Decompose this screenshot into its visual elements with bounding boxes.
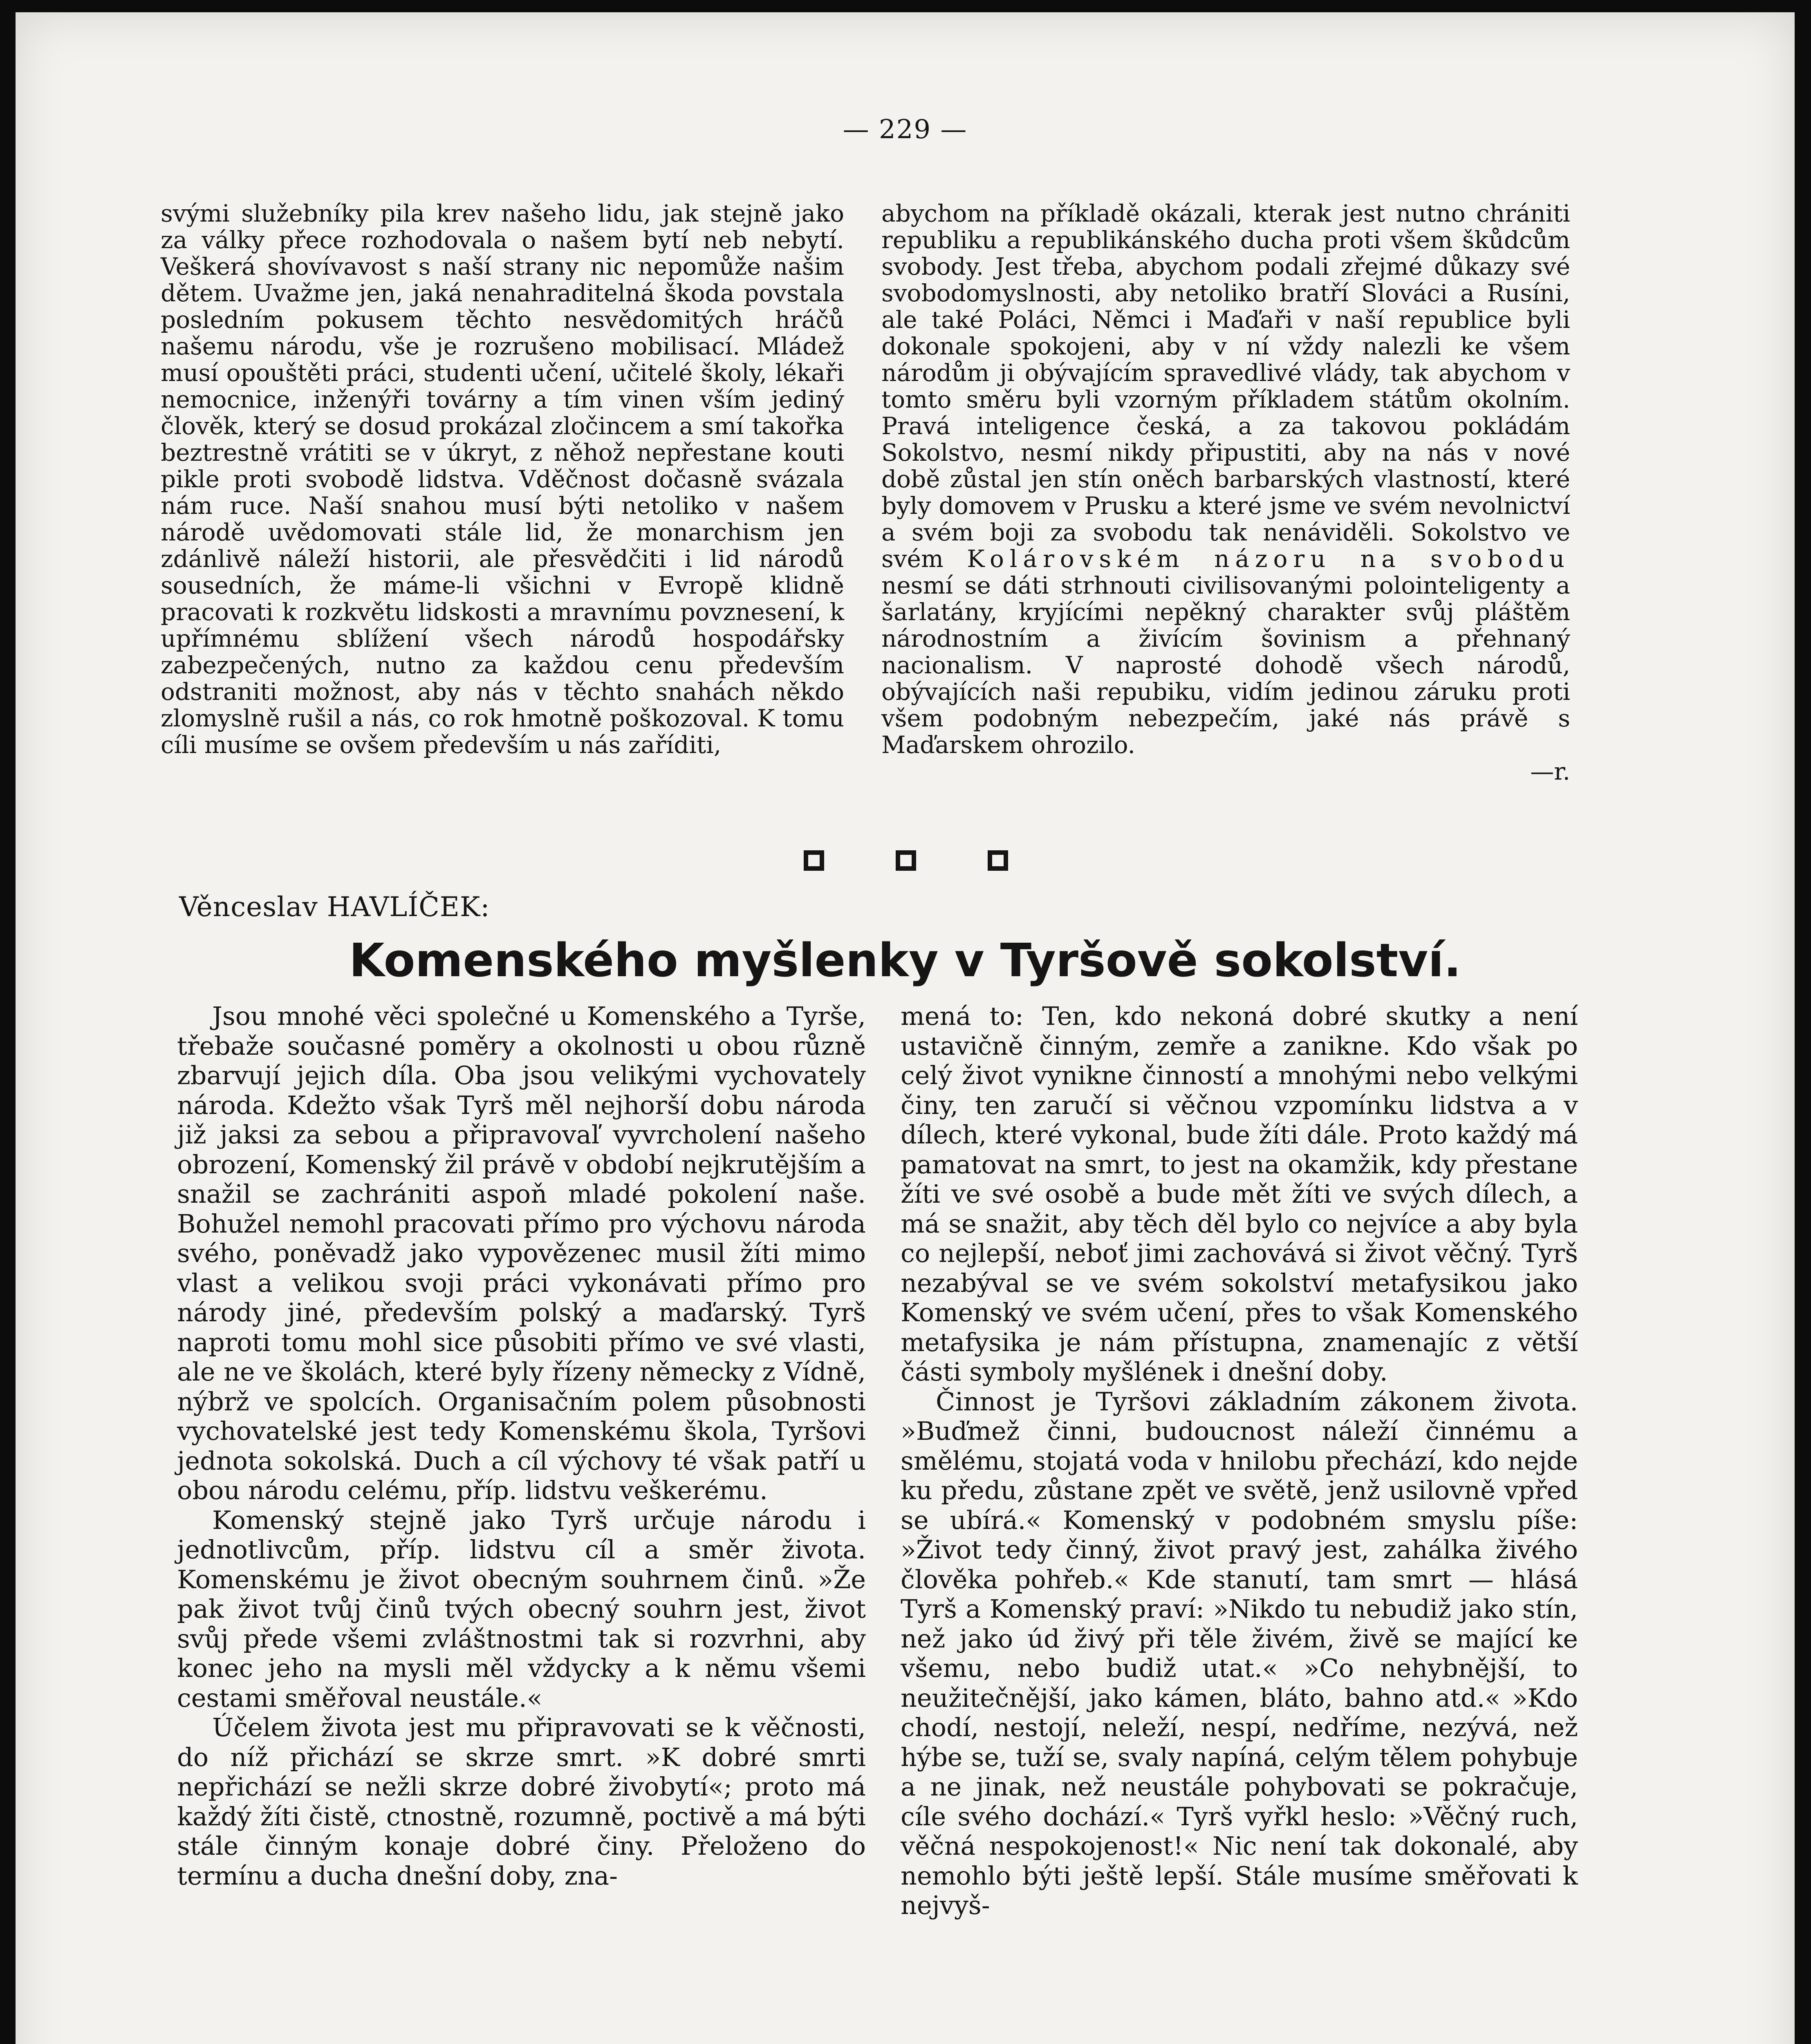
paragraph: Komenský stejně jako Tyrš určuje národu i jednotlivcům, příp. lidstvu cíl a směr života. Komenskému je život obecným souhrnem činů. »Že pak život tvůj činů tvých obecný souhrn jest, život svůj přede všemi zvláštnostmi tak si rozvrhni, aby konec jeho na mysli měl vždycky a k němu všemi cestami směřoval neustále.« bbox=[177, 1505, 866, 1713]
page-number: — 229 — bbox=[843, 114, 968, 145]
section-separator bbox=[804, 850, 1008, 879]
top-right-column bbox=[881, 200, 1570, 785]
paragraph bbox=[881, 200, 1570, 758]
paragraph: Účelem života jest mu připravovati se k věčnosti, do níž přichází se skrze smrt. »K dobré smrti nepřichází se nežli skrze dobré živobytí«; proto má každý žíti čistě, ctnostně, rozumně, poctivě a má býti stále činným konaje dobré činy. Přeloženo do termínu a ducha dnešní doby, zna- bbox=[177, 1712, 866, 1891]
article-author: Věnceslav HAVLÍČEK: bbox=[179, 891, 490, 923]
paragraph-text: nesmí se dáti strhnouti civilisovanými polointeligenty a šarlatány, kryjícími nepěkný charakter svůj pláštěm národnostním a živícím šovinism a přehnaný nacionalism. V naprosté dohodě všech národů, obývajících naši repubiku, vidím jedinou záruku proti všem podobným nebezpečím, jaké nás právě s Maďarskem ohrozilo. bbox=[881, 572, 1570, 759]
separator-square-icon bbox=[896, 850, 916, 871]
article-title: Komenského myšlenky v Tyršově sokolství. bbox=[349, 934, 1461, 987]
separator-square-icon bbox=[988, 850, 1008, 871]
paragraph-text: abychom na příkladě okázali, kterak jest nutno chrániti republiku a republikánského ducha proti všem škůdcům svobody. Jest třeba, abychom podali zřejmé důkazy své svobodomyslnosti, aby netoliko bratří Slováci a Rusíni, ale také Poláci, Němci i Maďaři v naší republice byli dokonale spokojeni, aby v ní vždy nalezli ke všem národům ji obývajícím spravedlivé vlády, tak abychom v tomto směru byli vzorným příkladem státům okolním. Pravá inteligence česká, a za takovou pokládám Sokolstvo, nesmí nikdy připustiti, aby na nás v nové době zůstal jen stín oněch barbarských vlastností, které byly domovem v Prusku a které jsme ve svém nevolnictví a svém boji za svobodu tak nenáviděli. Sokolstvo ve svém bbox=[881, 199, 1570, 573]
paragraph: Činnost je Tyršovi základním zákonem života. »Buďmež činni, budoucnost náleží činnému a smělému, stojatá voda v hnilobu přechází, kdo nejde ku předu, zůstane zpět ve světě, jenž usilovně vpřed se ubírá.« Komenský v podobném smyslu píše: »Život tedy činný, život pravý jest, zahálka živého člověka pohřeb.« Kde stanutí, tam smrt — hlásá Tyrš a Komenský praví: »Nikdo tu nebudiž jako stín, než jako úd živý při těle živém, živě se mající ke všemu, nebo budiž utat.« »Co nehybnější, to neužitečnější, jako kámen, bláto, bahno atd.« »Kdo chodí, nestojí, neleží, nespí, nedříme, nezývá, než hýbe se, tuží se, svaly napíná, celým tělem pohybuje a ne jinak, než neustále pohybovati se pokračuje, cíle svého dochází.« Tyrš vyřkl heslo: »Věčný ruch, věčná nespokojenost!« Nic není tak dokonalé, aby nemohlo býti ještě lepší. Stále musíme směřovati k nejvyš- bbox=[901, 1386, 1578, 1920]
bottom-right-column bbox=[901, 1002, 1578, 1921]
bottom-left-column bbox=[177, 1002, 866, 1891]
scanned-page bbox=[16, 12, 1795, 2044]
top-left-column bbox=[161, 200, 844, 758]
spaced-emphasis: Kolárovském názoru na svobodu bbox=[967, 545, 1571, 573]
separator-square-icon bbox=[804, 850, 824, 871]
paragraph: svými služebníky pila krev našeho lidu, jak stejně jako za války přece rozhodovala o našem bytí neb nebytí. Veškerá shovívavost s naší strany nic nepomůže našim dětem. Uvažme jen, jaká nenahraditelná škoda povstala posledním pokusem těchto nesvědomitých hráčů našemu národu, vše je rozrušeno mobilisací. Mládež musí opouštěti práci, studenti učení, učitelé školy, lékaři nemocnice, inženýři továrny a tím vinen vším jediný člověk, který se dosud prokázal zločincem a smí takořka beztrestně vrátiti se v úkryt, z něhož nepřestane kouti pikle proti svobodě lidstva. Vděčnost dočasně svázala nám ruce. Naší snahou musí býti netoliko v našem národě uvědomovati stále lid, že monarchism jen zdánlivě náleží historii, ale přesvědčiti i lid národů sousedních, že máme-li všichni v Evropě klidně pracovati k rozkvětu lidskosti a mravnímu povznesení, k upřímnému sblížení všech národů hospodářsky zabezpečených, nutno za každou cenu především odstraniti možnost, aby nás v těchto snahách někdo zlomyslně rušil a nás, co rok hmotně poškozoval. K tomu cíli musíme se ovšem především u nás zaříditi, bbox=[161, 199, 844, 759]
paragraph: Jsou mnohé věci společné u Komenského a Tyrše, třebaže současné poměry a okolnosti u obou různě zbarvují jejich díla. Oba jsou velikými vychovately národa. Kdežto však Tyrš měl nejhorší dobu národa již jaksi za sebou a připravovaľ vyvrcholení našeho obrození, Komenský žil právě v období nejkrutějším a snažil se zachrániti aspoň mladé pokolení naše. Bohužel nemohl pracovati přímo pro výchovu národa svého, poněvadž jako vypovězenec musil žíti mimo vlast a velikou svoji práci vykonávati přímo pro národy jiné, především polský a maďarský. Tyrš naproti tomu mohl sice působiti přímo ve své vlasti, ale ne ve školách, které byly řízeny německy z Vídně, nýbrž ve spolcích. Organisačním polem působnosti vychovatelské jest tedy Komenskému škola, Tyršovi jednota sokolská. Duch a cíl výchovy té však patří u obou národu celému, příp. lidstvu veškerému. bbox=[177, 1001, 866, 1505]
paragraph: mená to: Ten, kdo nekoná dobré skutky a není ustavičně činným, zemře a zanikne. Kdo však po celý život vynikne činností a mnohými nebo velkými činy, ten zaručí si věčnou vzpomínku lidstva a v dílech, které vykonal, bude žíti dále. Proto každý má pamatovat na smrt, to jest na okamžik, kdy přestane žíti ve své osobě a bude mět žíti ve svých dílech, a má se snažit, aby těch děl bylo co nejvíce a aby byla co nejlepší, neboť jimi zachovává si život věčný. Tyrš nezabýval se ve svém sokolství metafysikou jako Komenský ve svém učení, přes to však Komenského metafysika je nám přístupna, znamenajíc z větší části symboly myšlének i dnešní doby. bbox=[901, 1001, 1578, 1387]
signature: —r. bbox=[1530, 758, 1570, 785]
